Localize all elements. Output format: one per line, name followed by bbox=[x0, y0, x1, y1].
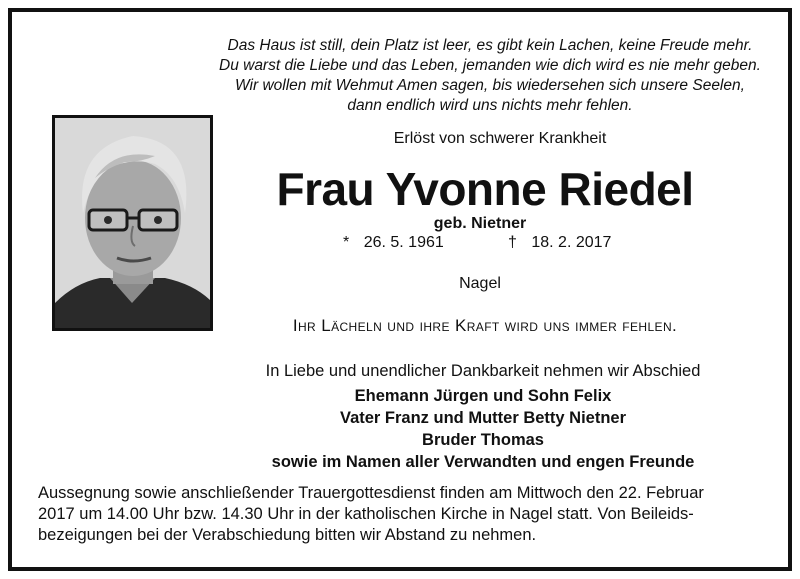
maiden-name: geb. Nietner bbox=[433, 215, 527, 232]
death-date-line bbox=[508, 234, 611, 252]
memorial-quote: Ihr Lächeln und ihre Kraft wird uns immer fehlen. bbox=[292, 316, 678, 335]
birth-star-icon: * bbox=[343, 234, 350, 251]
service-line: bezeigungen bei der Verabschiedung bitten wir Abstand zu nehmen. bbox=[38, 526, 537, 544]
poem-line: dann endlich wird uns nichts mehr fehlen. bbox=[347, 97, 633, 114]
memorial-poem bbox=[190, 36, 790, 116]
mourner-line: Bruder Thomas bbox=[422, 431, 544, 449]
place-name: Nagel bbox=[459, 275, 501, 292]
death-cross-icon: † bbox=[508, 234, 517, 251]
intro-line: Erlöst von schwerer Krankheit bbox=[393, 130, 607, 147]
deceased-name: Frau Yvonne Riedel bbox=[276, 163, 694, 215]
farewell-line: In Liebe und unendlicher Dankbarkeit nehmen wir Abschied bbox=[265, 362, 701, 380]
death-date: 18. 2. 2017 bbox=[531, 234, 612, 251]
poem-line: Du warst die Liebe und das Leben, jemanden wie dich wird es nie mehr geben. bbox=[219, 57, 761, 74]
birth-date-line bbox=[343, 234, 444, 252]
mourner-line: Ehemann Jürgen und Sohn Felix bbox=[354, 387, 612, 405]
poem-line: Wir wollen mit Wehmut Amen sagen, bis wiedersehen sich unsere Seelen, bbox=[235, 77, 745, 94]
birth-date: 26. 5. 1961 bbox=[363, 234, 444, 251]
portrait-illustration bbox=[55, 118, 210, 328]
mourner-line: Vater Franz und Mutter Betty Nietner bbox=[339, 409, 627, 427]
service-notice bbox=[38, 483, 768, 546]
mourners-list bbox=[218, 385, 748, 473]
service-line: Aussegnung sowie anschließender Trauergottesdienst finden am Mittwoch den 22. Februar bbox=[38, 484, 704, 502]
portrait-photo bbox=[52, 115, 213, 331]
poem-line: Das Haus ist still, dein Platz ist leer, es gibt kein Lachen, keine Freude mehr. bbox=[227, 37, 753, 54]
mourner-line: sowie im Namen aller Verwandten und engen Freunde bbox=[271, 453, 695, 471]
service-line: 2017 um 14.00 Uhr bzw. 14.30 Uhr in der katholischen Kirche in Nagel statt. Von Beileids- bbox=[38, 505, 694, 523]
